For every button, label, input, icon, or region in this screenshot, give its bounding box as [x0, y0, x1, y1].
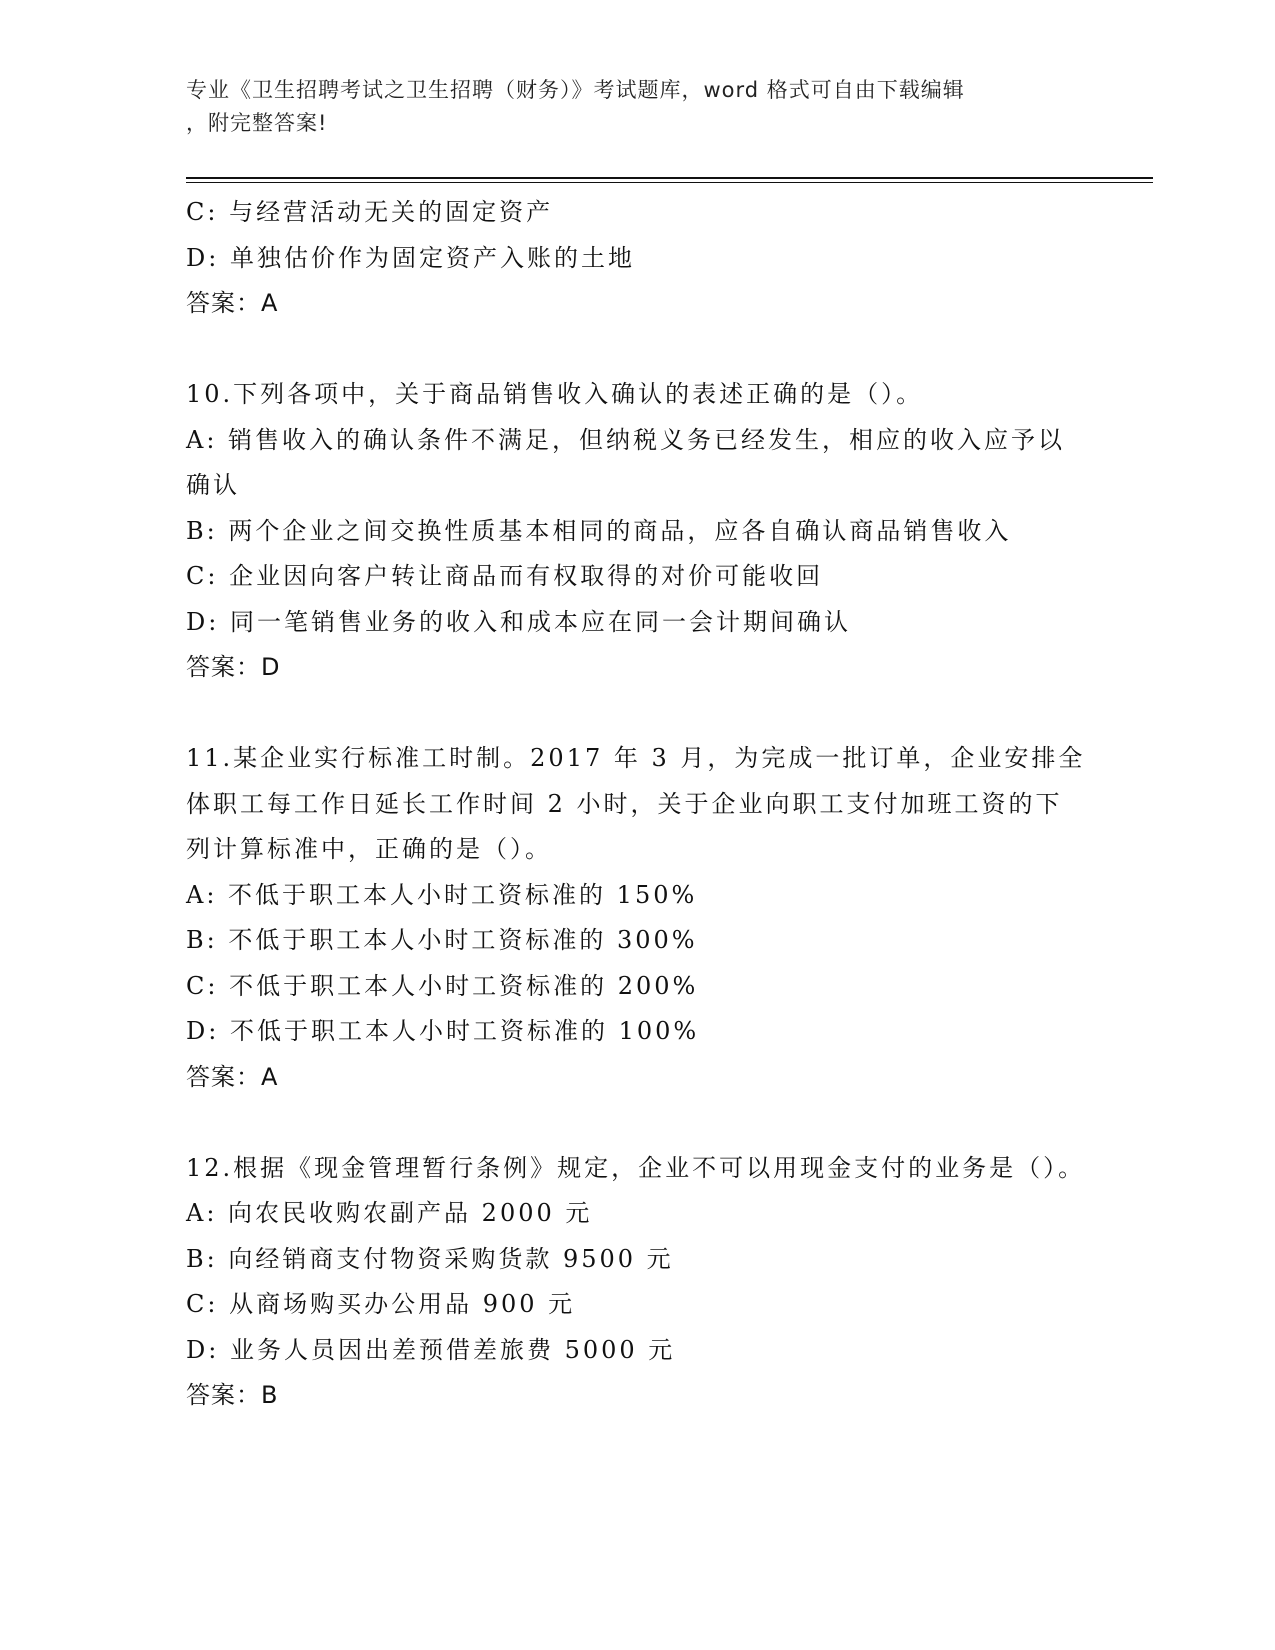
question-12-option-a: A: 向农民收购农副产品 2000 元	[186, 1199, 593, 1227]
question-10	[186, 372, 1086, 691]
question-11-answer: 答案：A	[186, 1062, 279, 1091]
question-9-answer: 答案：A	[186, 289, 279, 317]
question-12-option-c: C: 从商场购买办公用品 900 元	[186, 1290, 576, 1318]
spacer	[186, 1100, 1086, 1146]
question-10-answer: 答案：D	[186, 653, 281, 681]
question-10-option-a: A: 销售收入的确认条件不满足，但纳税义务已经发生，相应的收入应予以确认	[186, 425, 1066, 499]
header-divider-thin	[186, 182, 1153, 183]
question-content	[186, 190, 1086, 1419]
question-10-stem: 10.下列各项中，关于商品销售收入确认的表述正确的是（）。	[186, 380, 924, 408]
header-divider-thick	[186, 177, 1153, 179]
header-title-line: 专业《卫生招聘考试之卫生招聘（财务）》考试题库，word 格式可自由下载编辑	[186, 78, 965, 102]
question-11-option-d: D: 不低于职工本人小时工资标准的 100%	[186, 1017, 700, 1045]
question-9-option-d: D: 单独估价作为固定资产入账的土地	[186, 243, 635, 272]
question-12-stem: 12.根据《现金管理暂行条例》规定，企业不可以用现金支付的业务是（）。	[186, 1153, 1086, 1182]
question-9-option-c: C: 与经营活动无关的固定资产	[186, 198, 554, 226]
spacer	[186, 327, 1086, 373]
question-11-option-a: A: 不低于职工本人小时工资标准的 150%	[186, 880, 698, 909]
question-10-option-c: C: 企业因向客户转让商品而有权取得的对价可能收回	[186, 562, 824, 590]
question-9-tail	[186, 190, 1086, 327]
question-11-option-b: B: 不低于职工本人小时工资标准的 300%	[186, 926, 698, 954]
header-title-continuation: ，附完整答案!	[186, 111, 328, 135]
question-12	[186, 1146, 1086, 1419]
spacer	[186, 691, 1086, 737]
question-11-option-c: C: 不低于职工本人小时工资标准的 200%	[186, 971, 699, 1000]
question-11-stem: 11.某企业实行标准工时制。2017 年 3 月，为完成一批订单，企业安排全体职工每工作日延长工作时间 2 小时，关于企业向职工支付加班工资的下列计算标准中，正确的是（）。	[186, 744, 1086, 863]
question-12-answer: 答案：B	[186, 1381, 279, 1409]
document-header	[186, 74, 1076, 140]
question-12-option-d: D: 业务人员因出差预借差旅费 5000 元	[186, 1335, 676, 1364]
question-12-option-b: B: 向经销商支付物资采购货款 9500 元	[186, 1244, 674, 1273]
question-10-option-d: D: 同一笔销售业务的收入和成本应在同一会计期间确认	[186, 607, 851, 636]
question-11	[186, 736, 1086, 1100]
question-10-option-b: B: 两个企业之间交换性质基本相同的商品，应各自确认商品销售收入	[186, 516, 1012, 545]
